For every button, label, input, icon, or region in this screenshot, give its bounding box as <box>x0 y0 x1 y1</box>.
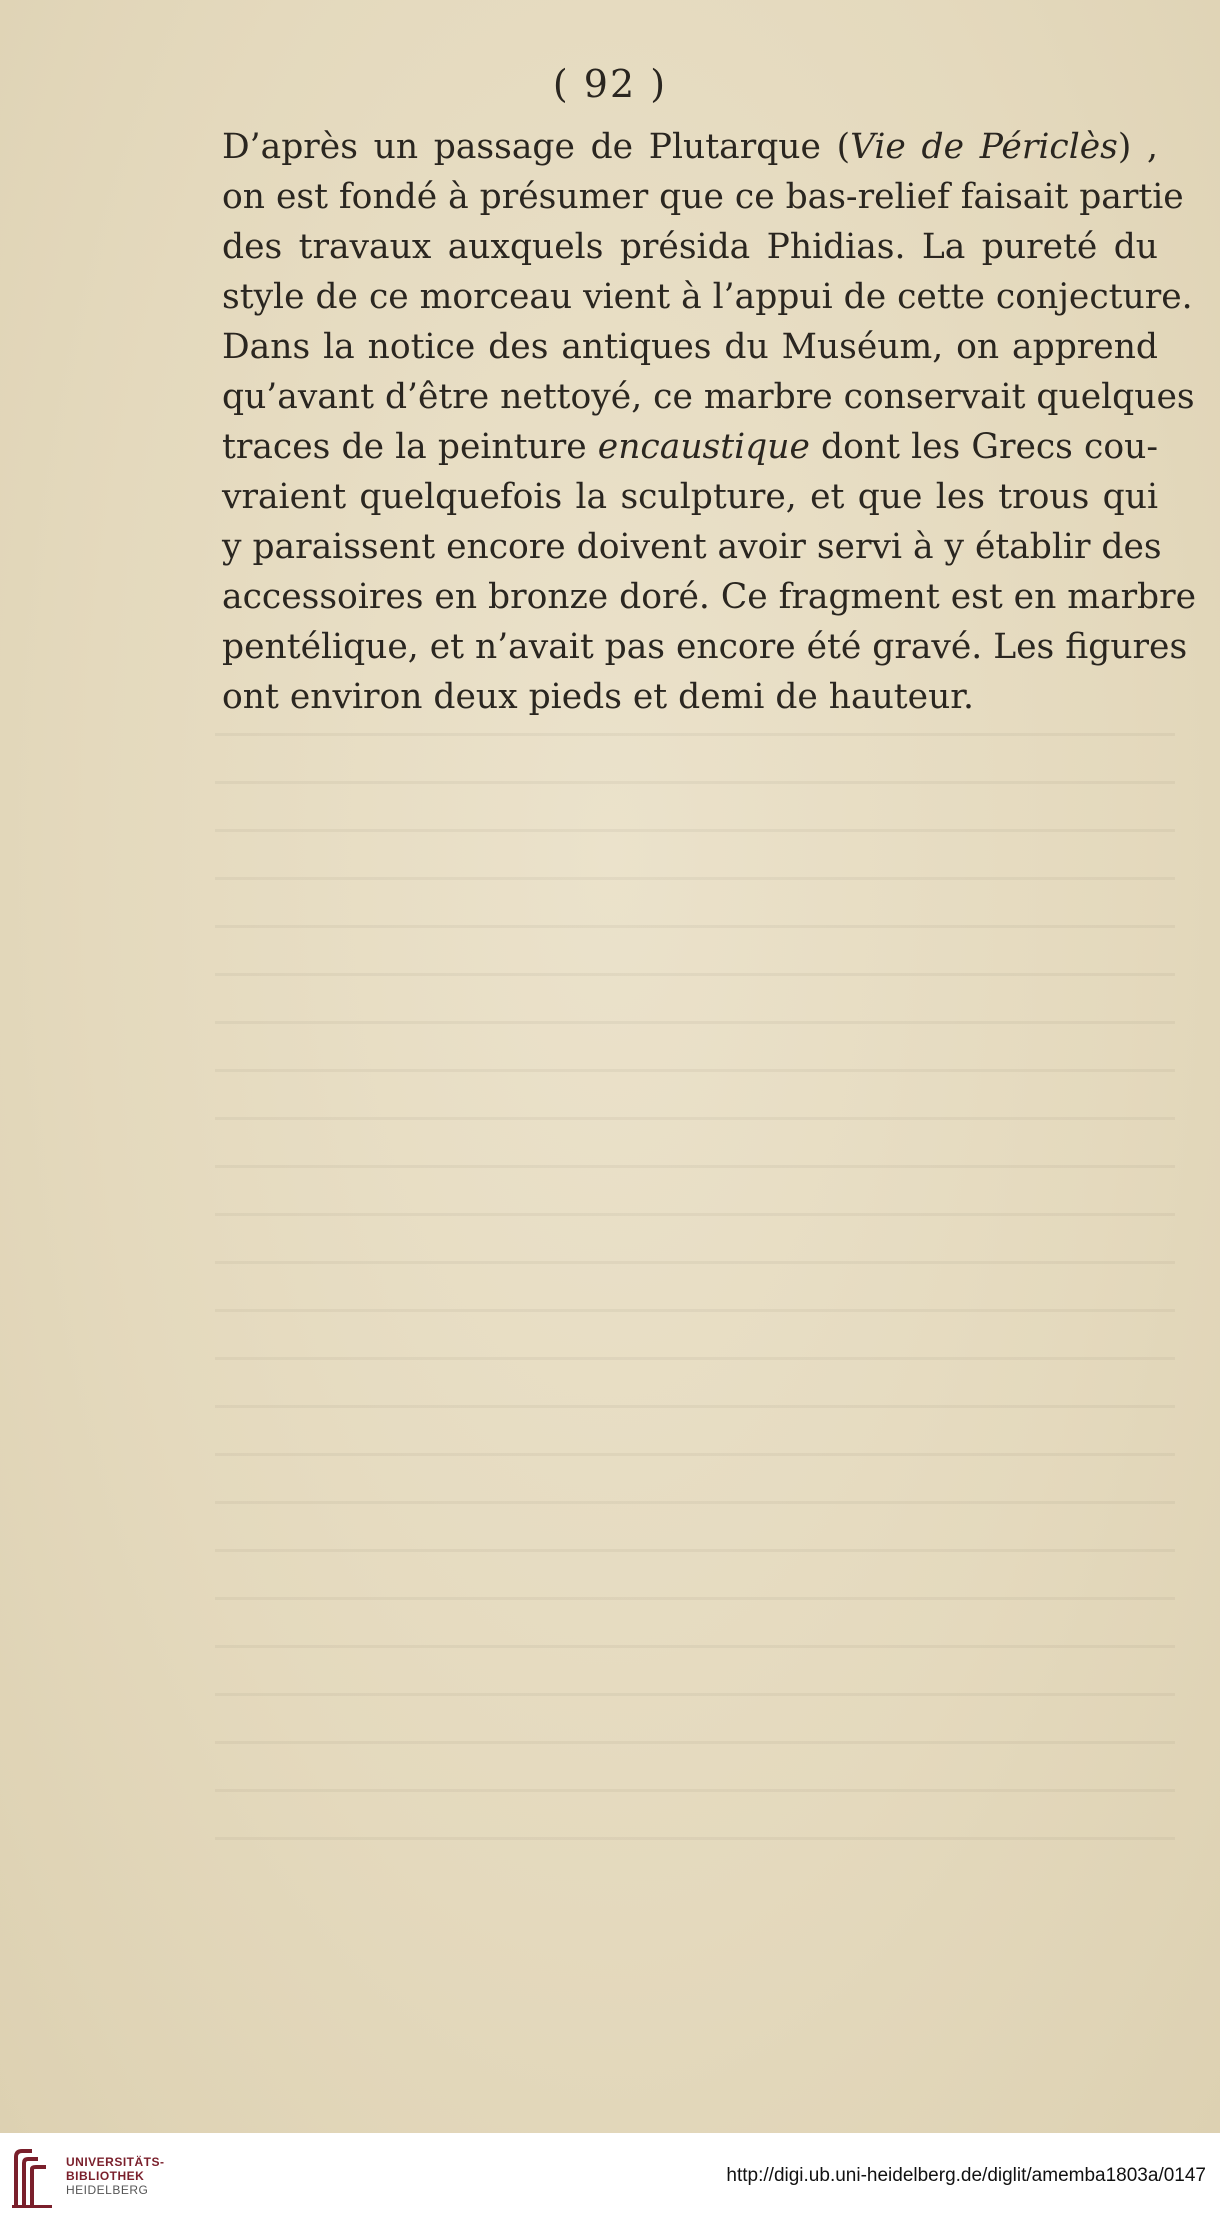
text-line-5: Dans la notice des antiques du Muséum, on apprend <box>222 327 1158 367</box>
text-line-7: traces de la peinture encaustique dont les Grecs cou- <box>222 427 1158 467</box>
italic-title: Vie de Périclès <box>850 127 1118 167</box>
italic-term: encaustique <box>597 427 810 467</box>
show-through-texture <box>215 690 1175 1840</box>
text-line-10: accessoires en bronze doré. Ce fragment est en marbre <box>222 577 1197 617</box>
library-footer <box>0 2133 1220 2223</box>
text-line-4: style de ce morceau vient à l’appui de cette conjecture. <box>222 277 1193 317</box>
text-line-6: qu’avant d’être nettoyé, ce marbre conservait quelques <box>222 377 1195 417</box>
text-line-3: des travaux auxquels présida Phidias. La pureté du <box>222 227 1158 267</box>
body-paragraph <box>222 122 1197 722</box>
text-line-1: D’après un passage de Plutarque (Vie de Périclès) , <box>222 127 1158 167</box>
page-number: ( 92 ) <box>552 62 668 106</box>
institution-name: UNIVERSITÄTS- BIBLIOTHEK HEIDELBERG <box>66 2155 165 2197</box>
text-line-11: pentélique, et n’avait pas encore été gravé. Les figures <box>222 627 1188 667</box>
heidelberg-library-logo-icon <box>12 2147 54 2209</box>
text-line-8: vraient quelquefois la sculpture, et que les trous qui <box>222 477 1158 517</box>
text-line-12: ont environ deux pieds et demi de hauteur. <box>222 677 974 717</box>
text-line-2: on est fondé à présumer que ce bas-relief faisait partie <box>222 177 1184 217</box>
permalink-url[interactable]: http://digi.ub.uni-heidelberg.de/diglit/amemba1803a/0147 <box>726 2165 1206 2186</box>
text-line-9: y paraissent encore doivent avoir servi à y établir des <box>222 527 1162 567</box>
